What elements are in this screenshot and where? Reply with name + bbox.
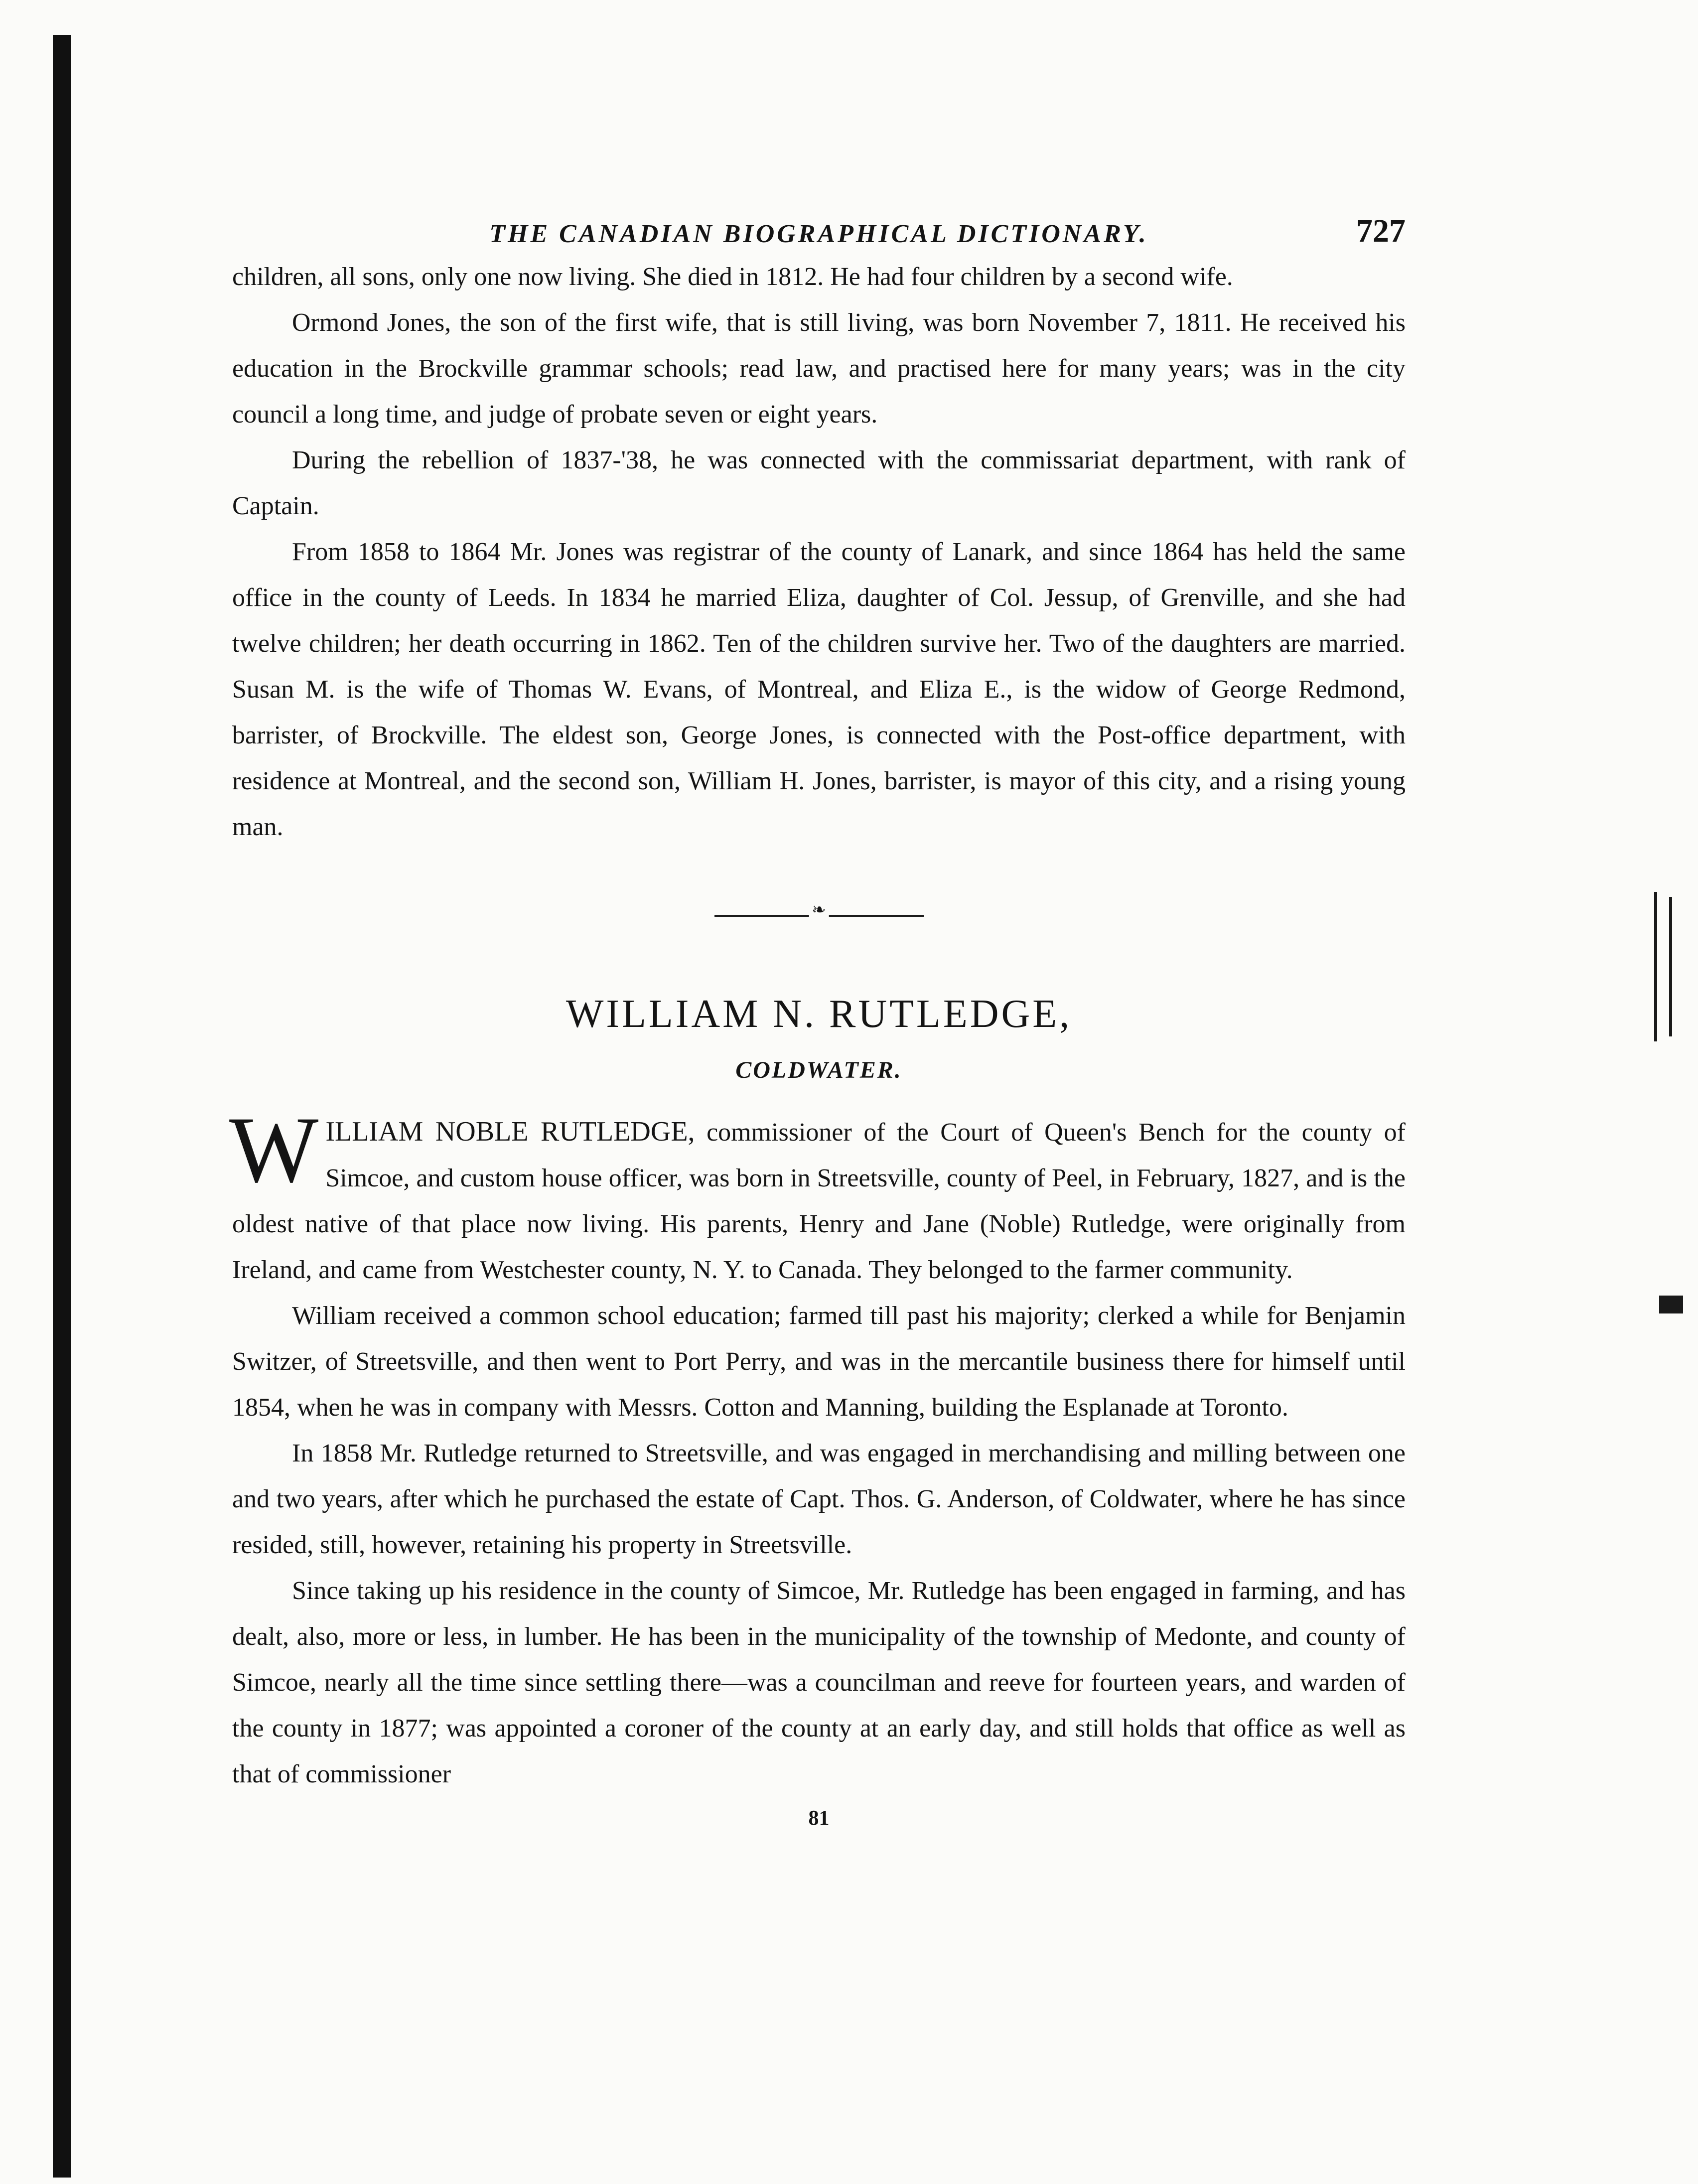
paragraph: William received a common school education; farmed till past his majority; clerked a while for Benjamin Switzer, of Streetsville, and then went to Port Perry, and was in the mercantile business there for himself until 1854, when he was in company with Messrs. Cotton and Manning, building the Esplanade at Toronto. [232,1302,1406,1422]
binding-shadow [53,35,71,2178]
ornament-icon: ❧ [809,900,829,920]
article-title: WILLIAM N. RUTLEDGE, [566,992,1072,1036]
opening-words: ILLIAM NOBLE RUTLEDGE, [325,1116,695,1147]
section-divider [714,901,924,919]
paragraph: During the rebellion of 1837-'38, he was connected with the commissariat department, with rank of Captain. [232,446,1406,520]
edge-mark [1654,892,1657,1041]
edge-mark [1659,1296,1683,1313]
signature-mark: 81 [808,1807,830,1830]
article-location: COLDWATER. [735,1057,902,1083]
book-page [229,209,1406,1830]
paragraph: In 1858 Mr. Rutledge returned to Streetsville, and was engaged in merchandising and milling between one and two years, after which he purchased the estate of Capt. Thos. G. Anderson, of Coldwater, where he has since resided, still, however, retaining his property in Streetsville. [232,1439,1406,1559]
opening-paragraph-text: commissioner of the Court of Queen's Bench for the county of Simcoe, and custom house officer, was born in Streetsville, county of Peel, in February, 1827, and is the oldest native of that place now living. His parents, Henry and Jane (Noble) Rutledge, were originally from Ireland, and came from Westchester county, N. Y. to Canada. They belonged to the farmer community. [232,1118,1406,1284]
edge-mark [1669,897,1672,1036]
page-number: 727 [1356,213,1406,249]
paragraph: children, all sons, only one now living. She died in 1812. He had four children by a second wife. [232,263,1233,291]
opening-paragraph [229,1098,1406,1293]
paragraph: From 1858 to 1864 Mr. Jones was registrar of the county of Lanark, and since 1864 has held the same office in the county of Leeds. In 1834 he married Eliza, daughter of Col. Jessup, of Grenville, and she had twelve children; her death occurring in 1862. Ten of the children survive her. Two of the daughters are married. Susan M. is the wife of Thomas W. Evans, of Montreal, and Eliza E., is the widow of George Redmond, barrister, of Brockville. The eldest son, George Jones, is connected with the Post-office department, with residence at Montreal, and the second son, William H. Jones, barrister, is mayor of this city, and a rising young man. [232,538,1406,841]
paragraph: Since taking up his residence in the county of Simcoe, Mr. Rutledge has been engaged in farming, and has dealt, also, more or less, in lumber. He has been in the municipality of the township of Medonte, and county of Simcoe, nearly all the time since settling there—was a councilman and reeve for fourteen years, and warden of the county in 1877; was appointed a coroner of the county at an early day, and still holds that office as well as that of commissioner [232,1577,1406,1788]
running-head [232,209,1406,254]
running-title: THE CANADIAN BIOGRAPHICAL DICTIONARY. [489,220,1148,248]
paragraph: Ormond Jones, the son of the first wife, that is still living, was born November 7, 1811. He received his education in the Brockville grammar schools; read law, and practised here for many years; was in the city council a long time, and judge of probate seven or eight years. [232,308,1406,429]
drop-cap: W [229,1098,319,1202]
